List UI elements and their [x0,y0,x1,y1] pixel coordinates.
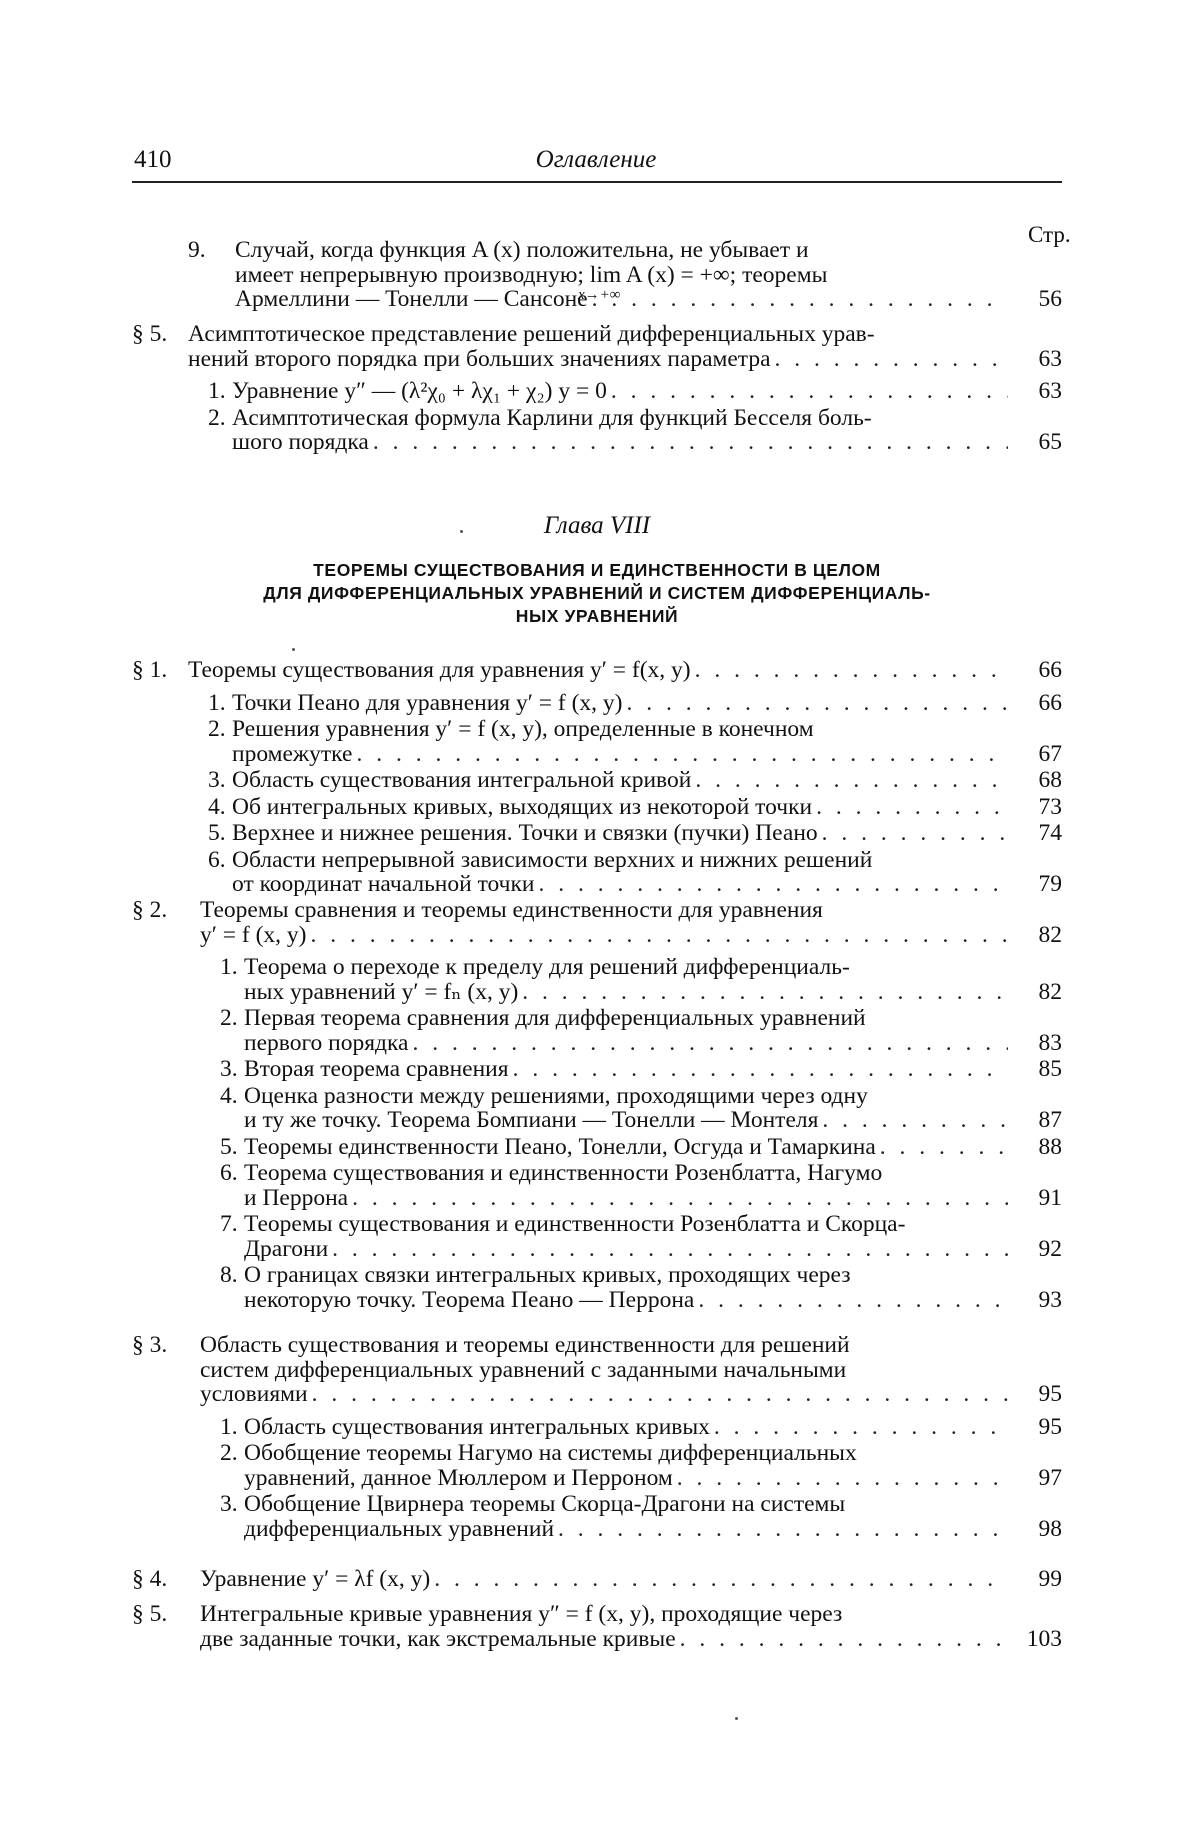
toc-line [132,742,1062,767]
leader-dots [408,1031,1008,1056]
toc-sub-item [132,1006,1062,1055]
item-text: Вторая теорема сравнения [244,1057,509,1082]
toc-sub-item [132,1161,1062,1210]
item-text: две заданные точки, как экстремальные кривые [200,1626,676,1651]
leader-dots [348,1186,1008,1211]
page-ref: 63 [1038,379,1062,404]
page-ref: 74 [1038,821,1062,846]
item-text: Обобщение Цвирнера теоремы Скорца-Драгони на системы [244,1492,846,1517]
item-text: ных уравнений y′ = fₙ (x, y) [244,979,519,1004]
limit-subscript: x→+∞ [578,287,621,303]
toc-line [132,1288,1062,1313]
chapter-heading [132,512,1062,642]
leader-dots [676,1627,1008,1652]
toc-line [132,379,1062,404]
item-text: Точки Пеано для уравнения y′ = f (x, y) [232,690,623,715]
item-number: 6. [208,847,226,872]
toc-section-5 [132,1602,1062,1651]
toc-sub-item [132,1492,1062,1541]
page-ref: 92 [1038,1236,1062,1261]
item-text: Асимптотическое представление решений дифференциальных урав- [188,322,875,347]
item-text: шого порядка [232,430,369,455]
item-number: 2. [208,717,226,742]
leader-dots [518,980,1008,1005]
item-number: § 2. [132,898,168,923]
item-number: 2. [220,1441,238,1466]
page-ref: 73 [1038,794,1062,819]
page-ref: 103 [1026,1626,1062,1651]
toc-line [132,1084,1062,1109]
item-text: Решения уравнения y′ = f (x, y), определенные в конечном [232,717,814,742]
page-ref: 66 [1038,690,1062,715]
item-text: Случай, когда функция A (x) положительна, не убывает и [235,238,809,263]
item-text: Асимптотическая формула Карлини для функций Бесселя боль- [232,405,872,430]
item-text: и Перрона [244,1185,349,1210]
toc-sub-item [132,821,1062,846]
speck [735,1717,738,1720]
page-ref: 68 [1038,768,1062,793]
toc-sub-item [132,768,1062,793]
toc-sub-item [132,1212,1062,1261]
sub-items [132,691,1062,897]
item-number: § 4. [132,1567,168,1592]
page-ref: 67 [1038,741,1062,766]
page-column-label: Стр. [1028,222,1071,247]
page-ref: 56 [1038,287,1062,312]
item-text: Теорема о переходе к пределу для решений дифференциаль- [244,955,850,980]
toc-line [132,347,1062,372]
toc-line [132,1466,1062,1491]
toc-line [132,1212,1062,1237]
item-text: первого порядка [244,1030,409,1055]
page-ref: 66 [1038,658,1062,683]
item-text: Драгони [244,1236,329,1261]
toc-sub-item [132,848,1062,897]
item-text: уравнений, данное Мюллером и Перроном [244,1465,673,1490]
item-number: 7. [220,1212,238,1237]
toc-line [132,1186,1062,1211]
item-text: Интегральные кривые уравнения y″ = f (x, y), проходящие через [200,1602,843,1627]
toc-sub-item [132,1084,1062,1133]
toc-sub-item [132,406,1062,455]
item-text: имеет непрерывную производную; lim A (x) = +∞; теоремы [235,262,828,287]
item-number: 4. [208,794,226,819]
item-text: дифференциальных уравнений [244,1516,555,1541]
leader-dots [818,821,1008,846]
leader-dots [509,1057,1008,1082]
item-text: Уравнение y″ — (λ²χ₀ + λχ₁ + χ₂) y = 0 [232,379,607,404]
sub-items [132,379,1062,455]
speck [460,530,463,533]
toc-line [132,1031,1062,1056]
page-ref: 83 [1038,1030,1062,1055]
toc-sub-item [132,1135,1062,1160]
chapter-title-line: НЫХ УРАВНЕНИЙ [515,606,679,626]
page-ref: 88 [1038,1134,1062,1159]
toc-line [132,795,1062,820]
toc-line [132,1492,1062,1517]
item-text: и ту же точку. Теорема Бомпиани — Тонелли — Монтеля [244,1108,819,1133]
item-text: Область существования интегральной кривой [232,768,692,793]
toc-line [132,1627,1062,1652]
item-text: Теоремы единственности Пеано, Тонелли, Осгуда и Тамаркина [244,1134,876,1159]
sub-items [132,955,1062,1312]
leader-dots [876,1135,1008,1160]
speck [292,648,295,651]
item-number: 1. [208,690,226,715]
page-ref: 79 [1038,872,1062,897]
item-text: y′ = f (x, y) [200,922,307,947]
leader-dots [694,1288,1008,1313]
item-text: Теоремы существования и единственности Розенблатта и Скорца- [244,1212,906,1237]
item-text: О границах связки интегральных кривых, проходящих через [244,1263,851,1288]
item-text: нений второго порядка при больших значениях параметра [188,346,771,371]
item-number: § 5. [132,1602,168,1627]
chapter-title-line: ТЕОРЕМЫ СУЩЕСТВОВАНИЯ И ЕДИНСТВЕННОСТИ В ЦЕЛОМ [313,560,881,580]
toc-line [132,1263,1062,1288]
leader-dots [812,795,1008,820]
toc-line [132,1161,1062,1186]
page-ref: 95 [1038,1382,1062,1407]
toc-line [132,658,1062,683]
leader-dots [710,1415,1008,1440]
leader-dots [554,1517,1008,1542]
page-ref: 97 [1038,1465,1062,1490]
toc-line [132,1415,1062,1440]
item-text: Теорема существования и единственности Розенблатта, Нагумо [244,1161,883,1186]
leader-dots [771,347,1008,372]
item-number: 1. [220,955,238,980]
leader-dots [369,430,1008,455]
item-text: Теоремы существования для уравнения y′ = f(x, y) [188,658,691,683]
leader-dots [588,287,1008,312]
item-text: систем дифференциальных уравнений с заданными начальными [200,1357,847,1382]
leader-dots [352,742,1008,767]
toc-section-3 [132,1333,1062,1543]
item-number: 8. [220,1263,238,1288]
page-header [132,140,1060,180]
toc-sub-item [132,691,1062,716]
page-ref: 91 [1038,1185,1062,1210]
item-number: 3. [220,1057,238,1082]
toc-section-2 [132,898,1062,1314]
item-text: от координат начальной точки [232,872,535,897]
page-ref: 99 [1038,1567,1062,1592]
leader-dots [328,1237,1008,1262]
item-number: § 1. [132,658,168,683]
toc-line [132,955,1062,980]
leader-dots [673,1466,1008,1491]
toc-line [188,238,1062,263]
toc-line [132,322,1062,347]
toc-sub-item [132,1415,1062,1440]
toc-section-1 [132,658,1062,899]
item-text: Области непрерывной зависимости верхних и нижних решений [232,847,873,872]
toc-line [132,1108,1062,1133]
toc-line [132,1382,1062,1407]
page-ref: 95 [1038,1414,1062,1439]
toc-section-5-ch7 [132,322,1062,457]
item-text: Уравнение y′ = λf (x, y) [200,1567,431,1592]
chapter-title-line: ДЛЯ ДИФФЕРЕНЦИАЛЬНЫХ УРАВНЕНИЙ И СИСТЕМ ДИФФЕРЕНЦИАЛЬ- [263,583,931,603]
toc-item-9 [188,238,1062,312]
item-number: 2. [208,405,226,430]
item-text: промежутке [232,741,353,766]
item-text: Верхнее и нижнее решения. Точки и связки (пучки) Пеано [232,821,818,846]
item-number: 2. [220,1006,238,1031]
toc-line [132,1237,1062,1262]
item-number: 4. [220,1083,238,1108]
toc-line [132,848,1062,873]
item-number: 9. [188,238,206,263]
item-text: Оценка разности между решениями, проходящими через одну [244,1083,868,1108]
item-number: 1. [208,379,226,404]
toc-sub-item [132,1263,1062,1312]
chapter-label: Глава VIII [543,512,651,539]
toc-line [132,1057,1062,1082]
page-ref: 63 [1038,346,1062,371]
item-text: некоторую точку. Теорема Пеано — Перрона [244,1287,695,1312]
leader-dots [691,658,1008,683]
page-ref: 82 [1038,922,1062,947]
toc-line [132,768,1062,793]
header-rule [132,181,1062,183]
item-text: Теоремы сравнения и теоремы единственности для уравнения [200,898,823,923]
leader-dots [308,1382,1008,1407]
leader-dots [818,1108,1008,1133]
toc-line [132,1333,1062,1358]
toc-line [132,1358,1062,1383]
toc-line [132,717,1062,742]
toc-line [132,872,1062,897]
running-title: Оглавление [535,146,657,173]
toc-line [132,1006,1062,1031]
item-text: Область существования интегральных кривых [244,1414,710,1439]
item-number: 5. [220,1134,238,1159]
toc-sub-item [132,379,1062,404]
item-text: Армеллини — Тонелли — Сансоне [235,287,588,312]
leader-dots [307,923,1009,948]
toc-line [132,1135,1062,1160]
toc-line [132,1517,1062,1542]
leader-dots [691,768,1008,793]
page-ref: 82 [1038,979,1062,1004]
item-number: § 5. [132,322,168,347]
item-text: Область существования и теоремы единственности для решений [200,1333,850,1358]
toc-line [132,1602,1062,1627]
toc-line [132,923,1062,948]
leader-dots [534,872,1008,897]
toc-line [132,898,1062,923]
toc-line [132,406,1062,431]
item-text: Обобщение теоремы Нагумо на системы дифференциальных [244,1441,857,1466]
toc-line [132,980,1062,1005]
page-ref: 65 [1038,430,1062,455]
page-ref: 85 [1038,1057,1062,1082]
leader-dots [622,691,1008,716]
toc-line [188,263,1062,288]
toc-sub-item [132,1057,1062,1082]
item-text: условиями [200,1382,308,1407]
page-ref: 87 [1038,1108,1062,1133]
item-number: 3. [208,768,226,793]
leader-dots [430,1567,1008,1592]
toc-line [132,430,1062,455]
toc-sub-item [132,1441,1062,1490]
toc-line [132,821,1062,846]
item-text: Об интегральных кривых, выходящих из некоторой точки [232,794,813,819]
toc-section-4 [132,1567,1062,1592]
page-ref: 93 [1038,1287,1062,1312]
leader-dots [607,379,1008,404]
item-number: 5. [208,821,226,846]
page-ref: 98 [1038,1516,1062,1541]
page-number: 410 [134,146,172,173]
toc-line [132,1441,1062,1466]
item-number: 3. [220,1492,238,1517]
toc-sub-item [132,955,1062,1004]
item-number: § 3. [132,1333,168,1358]
toc-line [132,691,1062,716]
item-number: 1. [220,1414,238,1439]
toc-line [132,1567,1062,1592]
item-number: 6. [220,1161,238,1186]
toc-sub-item [132,717,1062,766]
toc-sub-item [132,795,1062,820]
toc-line [188,287,1062,312]
item-text: Первая теорема сравнения для дифференциальных уравнений [244,1006,866,1031]
sub-items [132,1415,1062,1542]
